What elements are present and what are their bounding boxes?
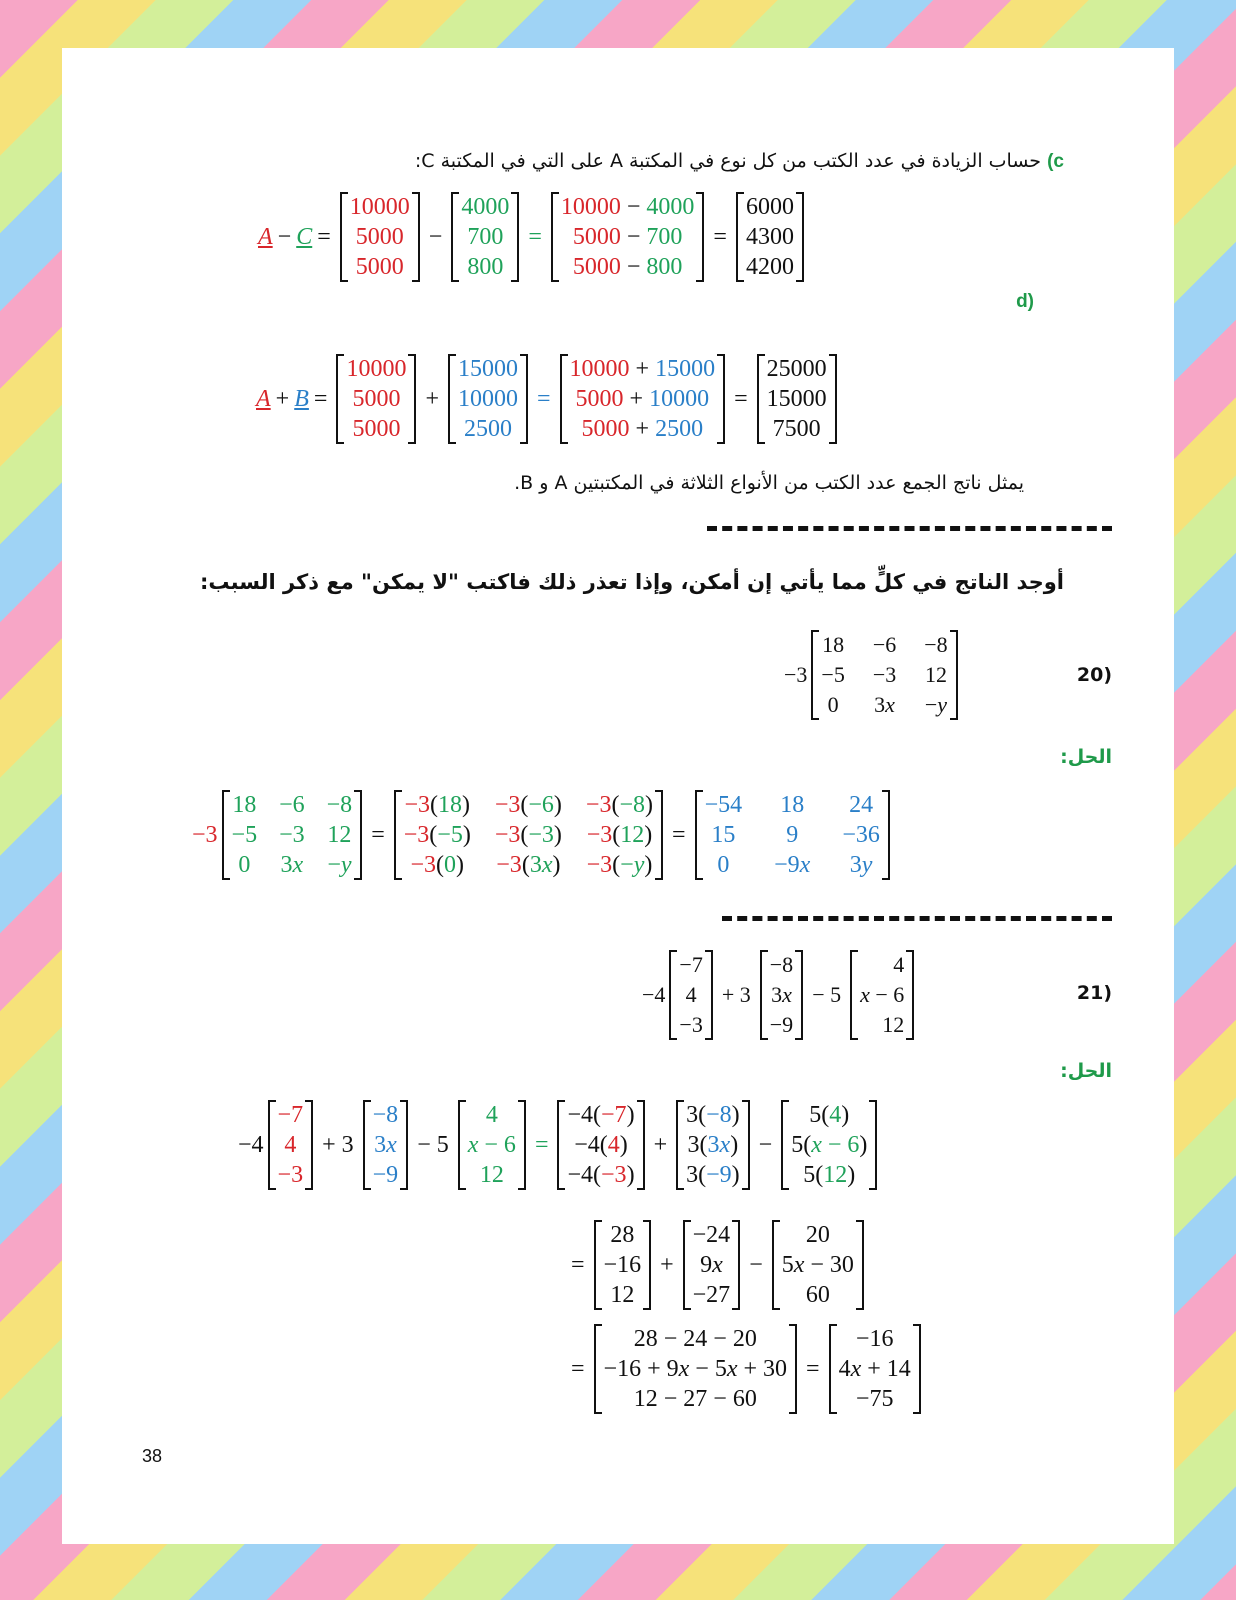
q21-step2-matrix-1: 28 −16 12 — [594, 1220, 652, 1310]
sum-note: يمثل ناتج الجمع عدد الكتب من الأنواع الثلاثة في المكتبتين A و B. — [514, 472, 1024, 494]
part-c-label: c) — [1047, 151, 1064, 172]
q21-sol-matrix-3: 4 x − 6 12 — [458, 1100, 526, 1190]
equation-a-minus-c: A − C = 10000 5000 5000 − 4000 700 800 = 10000 − 4000 5000 − 700 5000 − 800 = 6000 4300 4200 — [258, 192, 808, 282]
matrix-a-2: 10000 5000 5000 — [336, 354, 416, 444]
var-c: C — [296, 223, 313, 250]
instruction-text: أوجد الناتج في كلٍّ مما يأتي إن أمكن، وإذا تعذر ذلك فاكتب "لا يمكن" مع ذكر السبب: — [200, 570, 1064, 594]
divider-2 — [722, 916, 1112, 921]
q21-solution-label: الحل: — [1060, 1060, 1112, 1082]
question-21-expression: −4 −7 4 −3 + 3 −8 3x −9 − 5 4 x − 6 12 — [642, 950, 918, 1040]
var-b: B — [294, 385, 309, 412]
q21-solution-step-3: = 28 − 24 − 20 −16 + 9x − 5x + 30 12 − 27 − 60 = −16 4x + 14 −75 — [566, 1324, 925, 1414]
q21-step3-matrix: 28 − 24 − 20 −16 + 9x − 5x + 30 12 − 27 − 60 — [594, 1324, 797, 1414]
q21-solution-step-2: = 28 −16 12 + −24 9x −27 − 20 5x − 30 60 — [566, 1220, 868, 1310]
q20-solution-equation: −3 18 −6 −8 −5 −3 12 0 3x −y = −3(18) −3(−6) −3(−8) −3(−5) −3(−3) −3(12) −3(0) −3(3x) −3(−y) = −54 18 24 15 9 −36 0 −9x 3y — [192, 790, 894, 880]
matrix-b: 15000 10000 2500 — [448, 354, 528, 444]
part-d-label: (d — [1016, 291, 1034, 312]
matrix-c: 4000 700 800 — [451, 192, 519, 282]
q21-expanded-1: −4(−7) −4(4) −4(−3) — [557, 1100, 644, 1190]
q21-matrix-1: −7 4 −3 — [669, 950, 712, 1040]
worksheet-page — [62, 48, 1174, 1544]
q20-matrix-expanded: −3(18) −3(−6) −3(−8) −3(−5) −3(−3) −3(12) −3(0) −3(3x) −3(−y) — [394, 790, 663, 880]
q21-step2-matrix-3: 20 5x − 30 60 — [772, 1220, 864, 1310]
q20-solution-label: الحل: — [1060, 746, 1112, 768]
page-number: 38 — [142, 1446, 163, 1466]
divider-1 — [707, 526, 1112, 531]
matrix-a-minus-c-expanded: 10000 − 4000 5000 − 700 5000 − 800 — [551, 192, 705, 282]
q21-final-matrix: −16 4x + 14 −75 — [829, 1324, 921, 1414]
q21-sol-matrix-2: −8 3x −9 — [363, 1100, 409, 1190]
var-a: A — [258, 223, 273, 250]
q20-matrix-result: −54 18 24 15 9 −36 0 −9x 3y — [695, 790, 890, 880]
question-20-matrix: 18 −6 −8 −5 −3 12 0 3x −y — [811, 630, 957, 720]
part-c-heading — [415, 150, 1064, 173]
part-d-heading — [1016, 290, 1034, 313]
q21-matrix-2: −8 3x −9 — [760, 950, 803, 1040]
question-20-expression: −3 18 −6 −8 −5 −3 12 0 3x −y — [784, 630, 962, 720]
q20-matrix-original: 18 −6 −8 −5 −3 12 0 3x −y — [222, 790, 363, 880]
question-21-label: (21 — [1076, 982, 1112, 1004]
matrix-a: 10000 5000 5000 — [340, 192, 420, 282]
q21-expanded-3: 5(4) 5(x − 6) 5(12) — [781, 1100, 877, 1190]
matrix-a-plus-b-result: 25000 15000 7500 — [757, 354, 837, 444]
question-20-label: (20 — [1076, 664, 1112, 686]
matrix-a-plus-b-expanded: 10000 + 15000 5000 + 10000 5000 + 2500 — [560, 354, 726, 444]
equation-a-plus-b: A + B = 10000 5000 5000 + 15000 10000 2500 = 10000 + 15000 5000 + 10000 5000 + 2500 = 25000 15000 7500 — [256, 354, 841, 444]
q21-step2-matrix-2: −24 9x −27 — [683, 1220, 741, 1310]
q21-matrix-3: 4 x − 6 12 — [850, 950, 914, 1040]
q21-expanded-2: 3(−8) 3(3x) 3(−9) — [676, 1100, 750, 1190]
part-c-text: حساب الزيادة في عدد الكتب من كل نوع في المكتبة A على التي في المكتبة C: — [414, 150, 1042, 172]
matrix-a-minus-c-result: 6000 4300 4200 — [736, 192, 804, 282]
q21-sol-matrix-1: −7 4 −3 — [268, 1100, 314, 1190]
q21-solution-step-1: −4 −7 4 −3 + 3 −8 3x −9 − 5 4 x − 6 12 = −4(−7) −4(4) −4(−3) + 3(−8) 3(3x) 3(−9) − 5(4) 5(x − 6) 5(12) — [238, 1100, 881, 1190]
